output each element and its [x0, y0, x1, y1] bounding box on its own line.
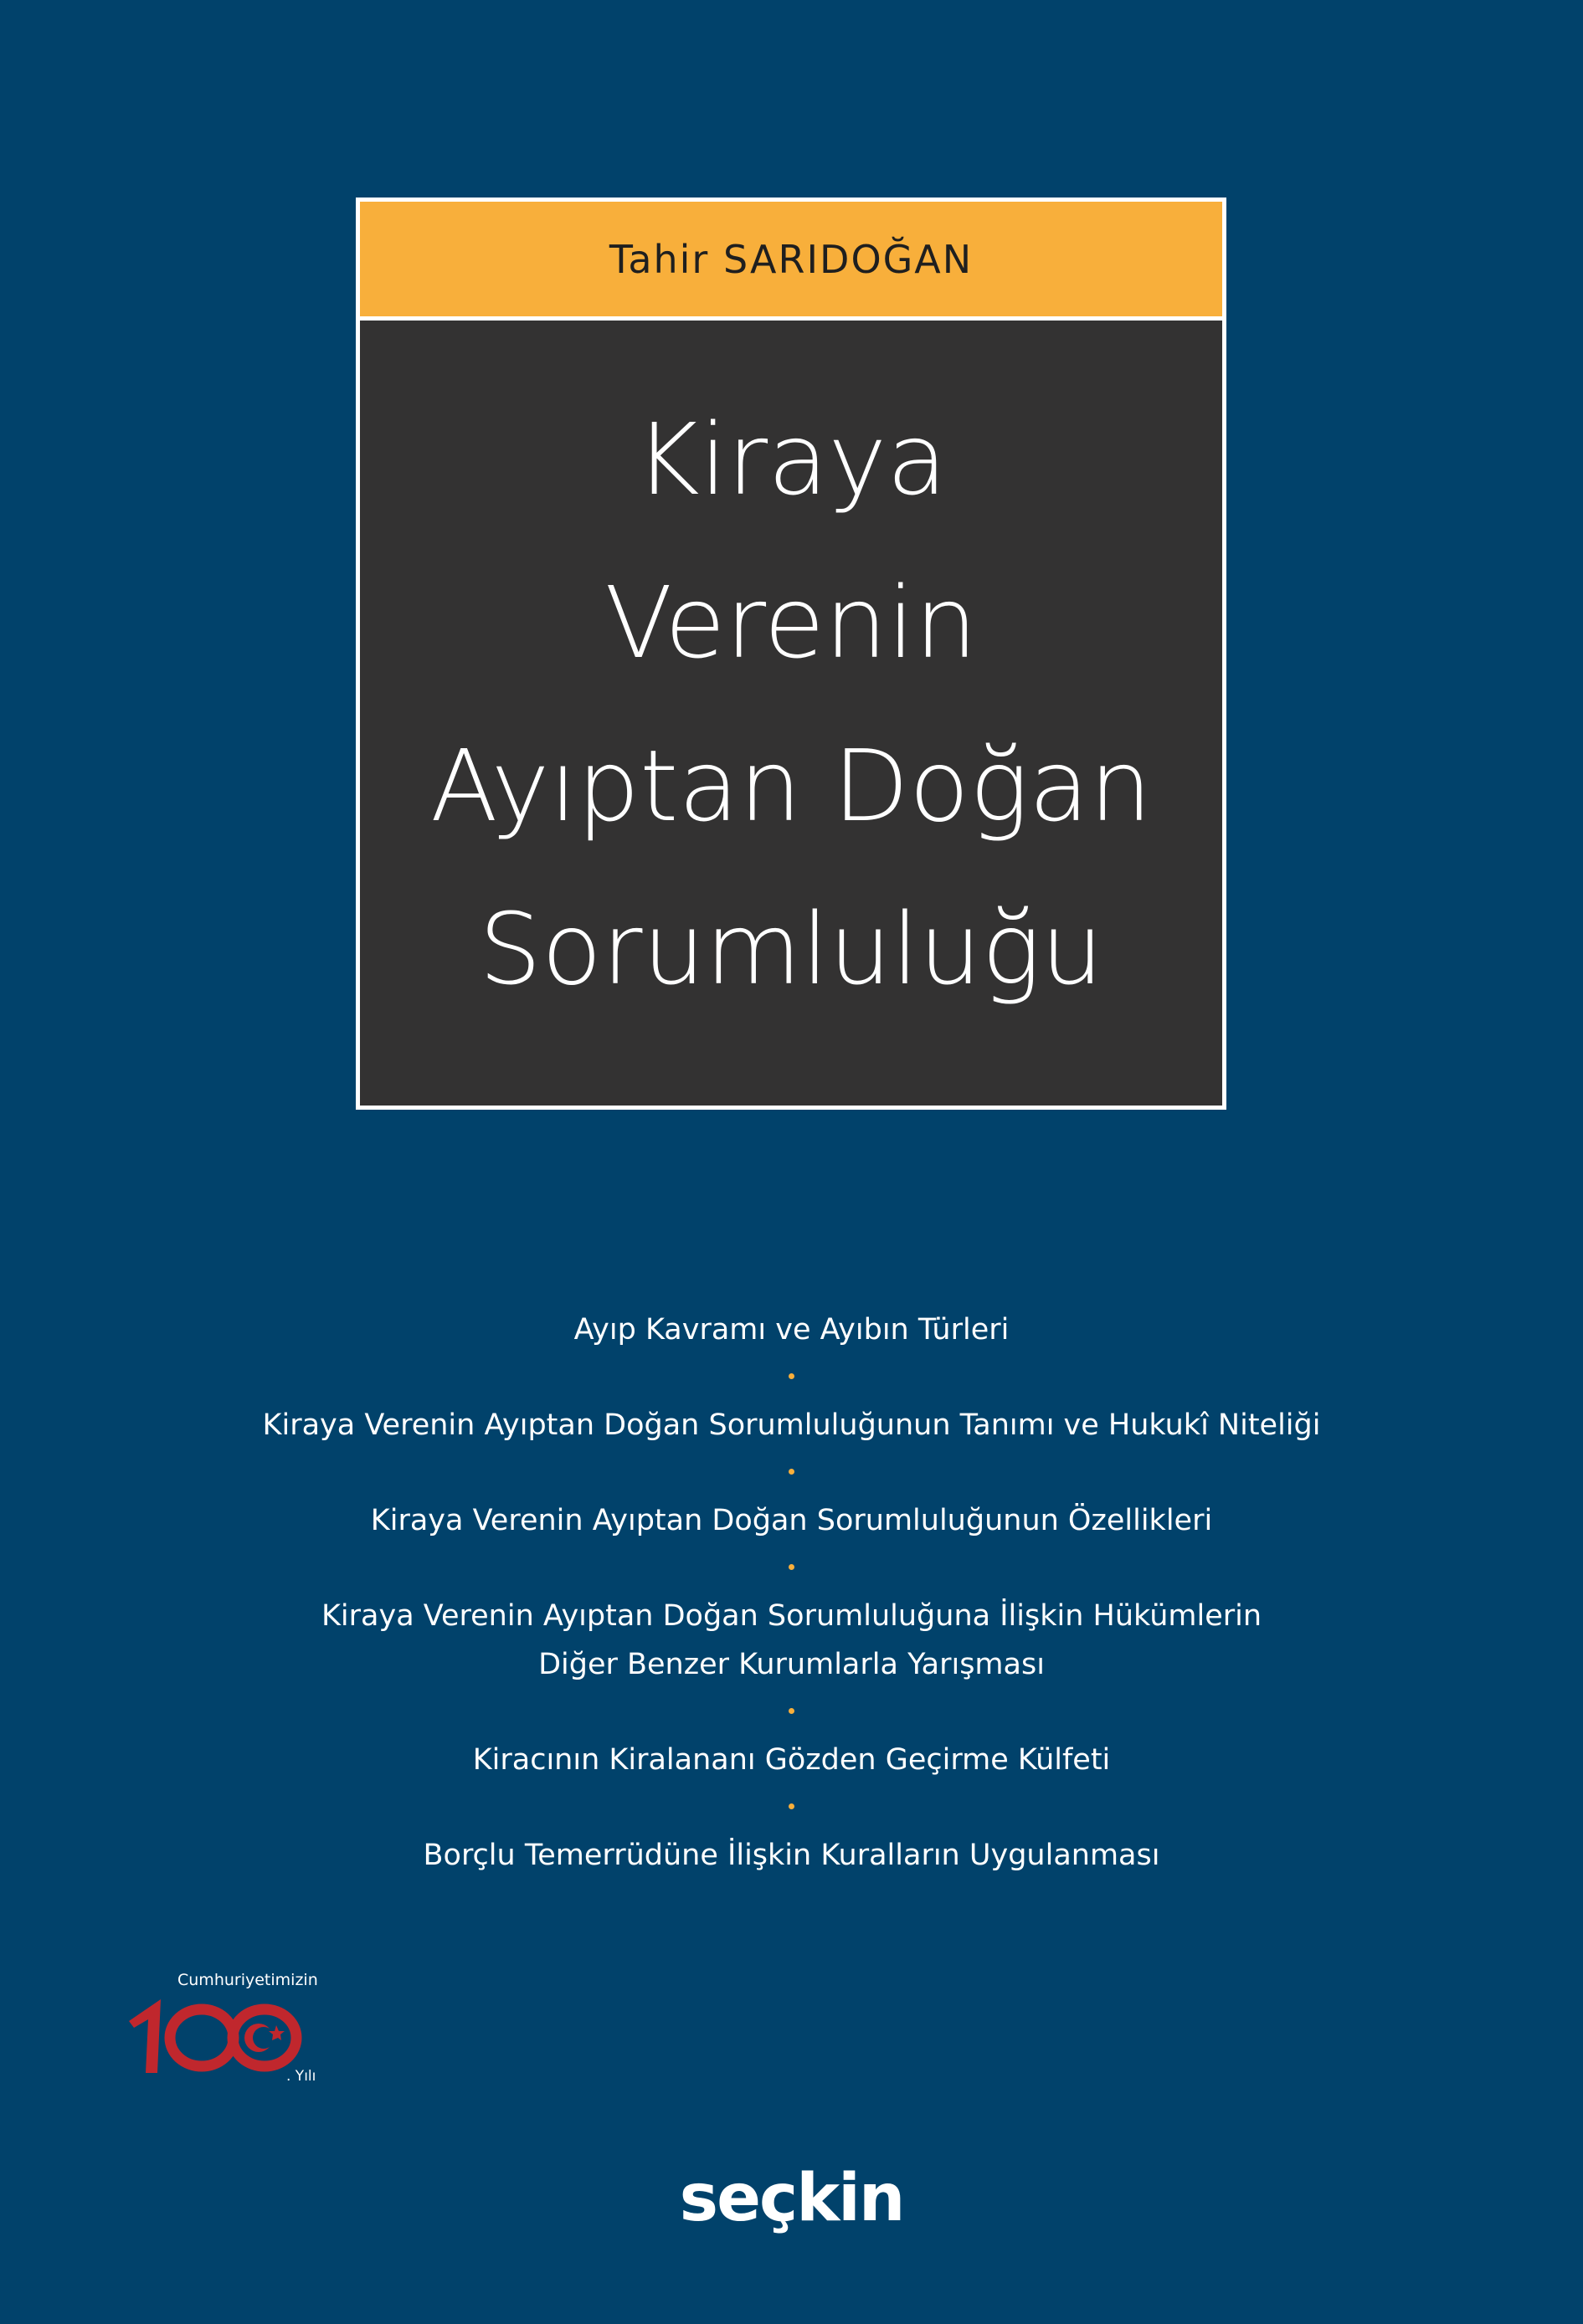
emblem-top-text: Cumhuriyetimizin — [177, 1971, 318, 1989]
emblem-one-shape — [129, 1999, 161, 2073]
emblem-zero-shape — [170, 2009, 234, 2066]
title-line: Kiraya — [635, 402, 948, 517]
topic-item: Borçlu Temerrüdüne İlişkin Kuralların Uygulanması — [423, 1839, 1160, 1872]
author-name: Tahir SARIDOĞAN — [609, 236, 974, 282]
title-line: Sorumluluğu — [478, 891, 1104, 1007]
bullet-dot-icon — [789, 1564, 794, 1570]
topic-item: Kiraya Verenin Ayıptan Doğan Sorumluluğunun Tanımı ve Hukukî Niteliği — [262, 1408, 1321, 1442]
title-line: Verenin — [604, 565, 978, 680]
title-line: Ayıptan Doğan — [429, 728, 1153, 844]
topics-list — [0, 1306, 1583, 1880]
book-title — [360, 321, 1222, 1106]
bullet-dot-icon — [789, 1803, 794, 1809]
publisher-logo — [0, 2161, 1583, 2236]
topic-item: Kiraya Verenin Ayıptan Doğan Sorumluluğunun Özellikleri — [370, 1504, 1213, 1537]
publisher-name: seçkin — [679, 2161, 904, 2236]
topic-item: Diğer Benzer Kurumlarla Yarışması — [538, 1648, 1045, 1681]
bullet-dot-icon — [789, 1373, 794, 1379]
bullet-dot-icon — [789, 1708, 794, 1714]
title-frame — [356, 198, 1226, 1110]
topic-item: Ayıp Kavramı ve Ayıbın Türleri — [573, 1313, 1010, 1347]
centennial-emblem — [122, 1971, 332, 2105]
emblem-bottom-text: . Yılı — [286, 2068, 316, 2085]
topic-item: Kiracının Kiralananı Gözden Geçirme Külfeti — [472, 1743, 1111, 1777]
topic-item: Kiraya Verenin Ayıptan Doğan Sorumluluğuna İlişkin Hükümlerin — [321, 1599, 1262, 1633]
author-band — [360, 202, 1222, 321]
bullet-dot-icon — [789, 1469, 794, 1475]
